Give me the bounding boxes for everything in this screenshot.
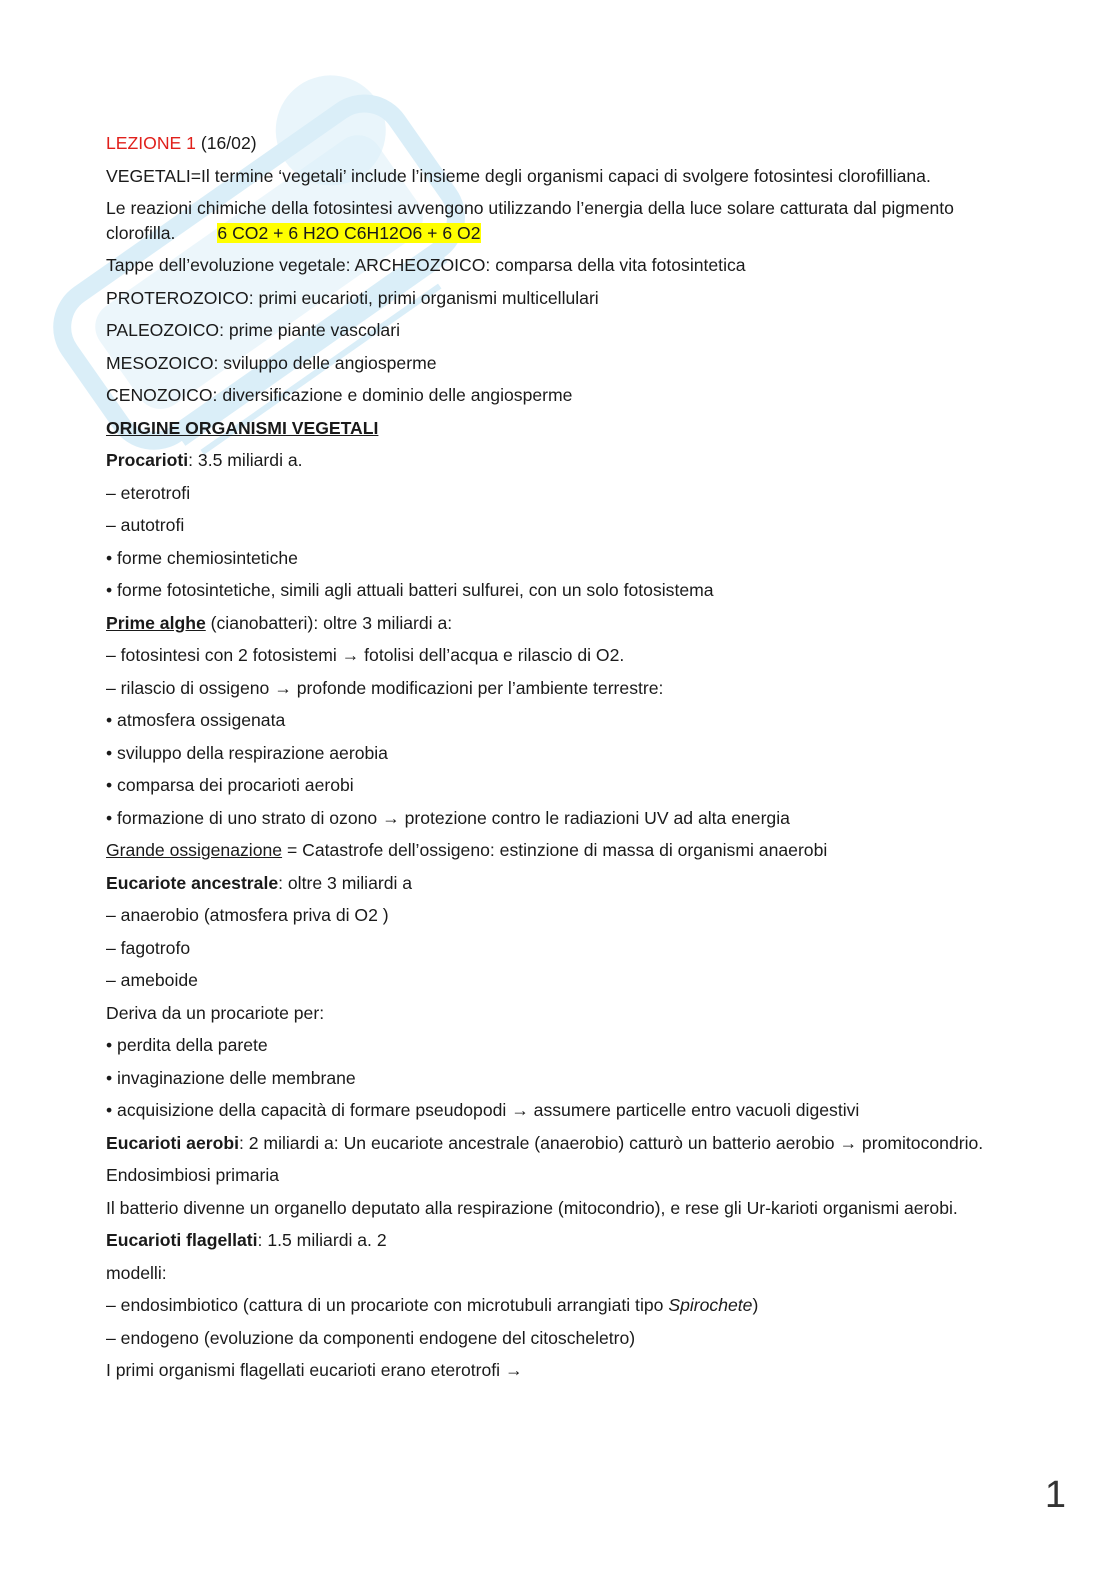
deriva-intro: Deriva da un procariote per:: [106, 1002, 325, 1023]
procarioti-label: Procarioti: [106, 450, 189, 470]
endosimbiosi-line: Endosimbiosi primaria: [106, 1165, 280, 1185]
lesson-heading: [106, 131, 1006, 156]
list-item: – fagotrofo: [106, 937, 191, 958]
eucarioti-aerobi-paragraph: [106, 1131, 1006, 1156]
list-item: • acquisizione della capacità di formare pseudopodi → assumere particelle entro vacuoli digestivi: [106, 1100, 860, 1120]
list-item: • forme chemiosintetiche: [106, 547, 298, 568]
list-item: – anaerobio (atmosfera priva di O2 ): [106, 905, 389, 925]
list-item: • perdita della parete: [106, 1035, 268, 1055]
lesson-title: LEZIONE 1: [106, 133, 196, 153]
era-line: CENOZOICO: diversificazione e dominio delle angiosperme: [106, 385, 573, 405]
grande-ossigenazione-label: Grande ossigenazione: [106, 840, 283, 860]
era-line: PROTEROZOICO: primi eucarioti, primi organismi multicellulari: [106, 287, 599, 308]
list-item: [106, 1293, 1006, 1318]
document-body: [106, 131, 1006, 1391]
list-item: – endogeno (evoluzione da componenti endogene del citoscheletro): [106, 1327, 636, 1348]
era-line: MESOZOICO: sviluppo delle angiosperme: [106, 352, 437, 373]
list-item: • atmosfera ossigenata: [106, 710, 286, 730]
vegetali-definition: VEGETALI=Il termine ‘vegetali’ include l’insieme degli organismi capaci di svolgere fotosintesi clorofilliana.: [106, 165, 931, 186]
eucarioti-aerobi-text: : 2 miliardi a: Un eucariote ancestrale (anaerobio) catturò un batterio aerobio → promitocondrio.: [238, 1132, 984, 1153]
eucarioti-flagellati-label: Eucarioti flagellati: [106, 1230, 258, 1250]
era-line: PALEOZOICO: prime piante vascolari: [106, 320, 400, 340]
eucarioti-flagellati-text: : 1.5 miliardi a. 2: [257, 1230, 387, 1250]
procarioti-heading: [106, 448, 1006, 473]
eucariote-ancestrale-text: : oltre 3 miliardi a: [278, 872, 413, 893]
list-item: • forme fotosintetiche, simili agli attuali batteri sulfurei, con un solo fotosistema: [106, 580, 714, 600]
photosynthesis-equation: 6 CO2 + 6 H2O C6H12O6 + 6 O2: [217, 222, 481, 243]
list-item: • sviluppo della respirazione aerobia: [106, 742, 388, 763]
primi-flagellati-line: I primi organismi flagellati eucarioti erano eterotrofi →: [106, 1360, 523, 1380]
eucarioti-flagellati-heading: [106, 1228, 1006, 1253]
endosimbiotico-text: – endosimbiotico (cattura di un procariote con microtubuli arrangiati tipo: [106, 1295, 669, 1315]
modelli-intro: modelli:: [106, 1262, 167, 1283]
list-item: – rilascio di ossigeno → profonde modificazioni per l’ambiente terrestre:: [106, 677, 664, 698]
prime-alghe-heading: [106, 611, 1006, 636]
endosimbiotico-close: ): [752, 1295, 759, 1315]
eucariote-ancestrale-heading: [106, 871, 1006, 896]
section-title: ORIGINE ORGANISMI VEGETALI: [106, 417, 379, 438]
list-item: – ameboide: [106, 970, 198, 990]
batterio-paragraph: Il batterio divenne un organello deputato alla respirazione (mitocondrio), e rese gli Ur-karioti organismi aerobi.: [106, 1197, 958, 1218]
reactions-text: Le reazioni chimiche della fotosintesi avvengono utilizzando l’energia della luce solare catturata dal pigmento clorofilla.: [106, 198, 954, 243]
lesson-date: (16/02): [200, 133, 257, 153]
list-item: • comparsa dei procarioti aerobi: [106, 775, 354, 795]
prime-alghe-label: Prime alghe: [106, 612, 206, 633]
list-item: • formazione di uno strato di ozono → protezione contro le radiazioni UV ad alta energia: [106, 807, 790, 828]
list-item: – fotosintesi con 2 fotosistemi → fotolisi dell’acqua e rilascio di O2.: [106, 645, 625, 665]
page-number: 1: [1044, 1474, 1066, 1516]
list-item: – eterotrofi: [106, 482, 191, 503]
spirochete-italic: Spirochete: [668, 1295, 753, 1315]
procarioti-text: : 3.5 miliardi a.: [188, 450, 303, 470]
grande-ossigenazione-text: = Catastrofe dell’ossigeno: estinzione di massa di organismi anaerobi: [282, 840, 828, 860]
list-item: – autotrofi: [106, 515, 185, 535]
era-line: Tappe dell’evoluzione vegetale: ARCHEOZOICO: comparsa della vita fotosintetica: [106, 255, 746, 275]
eucariote-ancestrale-label: Eucariote ancestrale: [106, 872, 279, 893]
eucarioti-aerobi-label: Eucarioti aerobi: [106, 1132, 239, 1153]
reactions-paragraph: [106, 196, 1006, 245]
list-item: • invaginazione delle membrane: [106, 1067, 356, 1088]
grande-ossigenazione-line: [106, 838, 1006, 863]
prime-alghe-text: (cianobatteri): oltre 3 miliardi a:: [205, 612, 453, 633]
